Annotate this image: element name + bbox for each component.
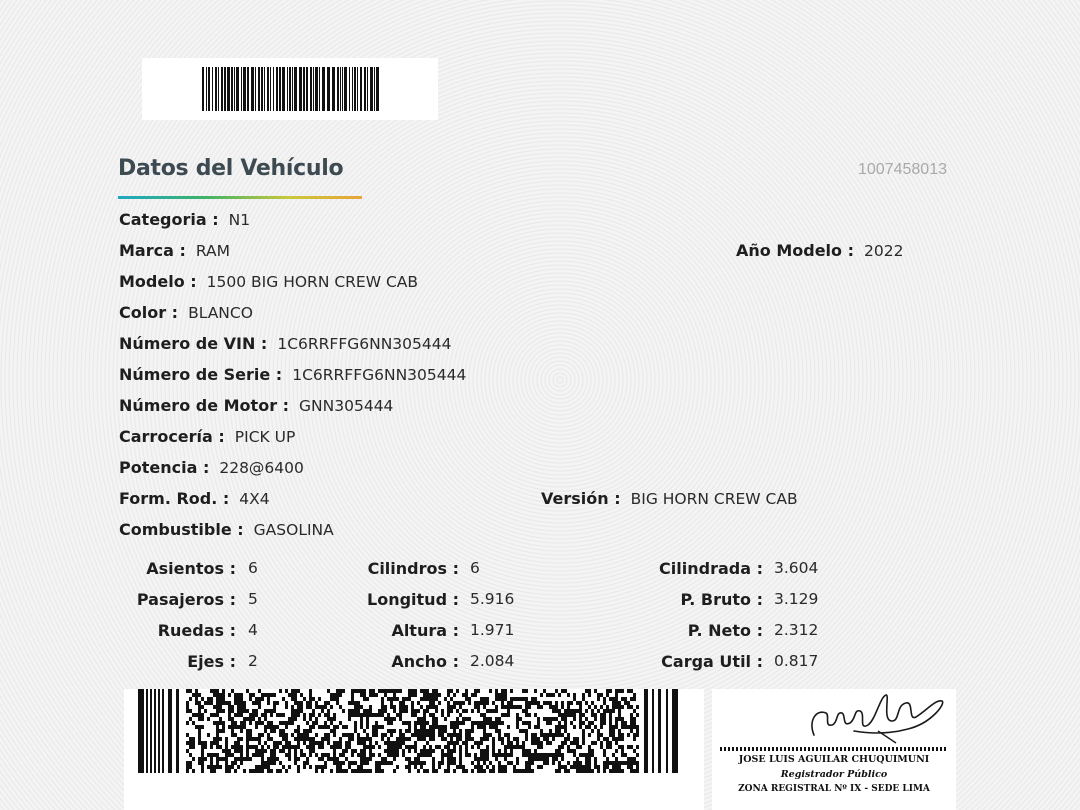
spec-value-longitud: 5.916 [470,590,515,608]
field-label: Form. Rod. : [119,489,230,508]
spec-label-ancho: Ancho : [391,652,459,671]
field-label: Potencia : [119,458,210,477]
field-marca [119,241,230,260]
spec-value-p-neto: 2.312 [774,621,819,639]
field-color [119,303,253,322]
spec-label-carga-util: Carga Util : [661,652,763,671]
spec-label-pasajeros: Pasajeros : [136,590,236,609]
field-label: Color : [119,303,179,322]
field-serie [119,365,466,384]
signature-dotted-line [720,747,946,751]
spec-value-asientos: 6 [248,559,258,577]
field-value: RAM [195,242,230,260]
field-label: Marca : [119,241,186,260]
field-value: 228@6400 [219,459,304,477]
field-label: Categoria : [119,210,219,229]
spec-label-asientos: Asientos : [146,559,236,578]
spec-value-ejes: 2 [248,652,258,670]
spec-label-p-neto: P. Neto : [687,621,763,640]
field-value: 2022 [864,242,904,260]
field-version [541,489,798,508]
registrar-role: Registrador Público [780,769,888,780]
field-label: Número de Serie : [119,365,283,384]
field-carroceria [119,427,295,446]
field-label: Modelo : [119,272,197,291]
field-anio-modelo [736,241,903,260]
field-form-rod [119,489,270,508]
field-value: 1C6RRFFG6NN305444 [292,366,467,384]
field-value: GASOLINA [253,521,334,539]
spec-label-ruedas: Ruedas : [157,621,236,640]
spec-label-p-bruto: P. Bruto : [680,590,763,609]
field-label: Carrocería : [119,427,225,446]
section-title: Datos del Vehículo [118,156,344,181]
field-value: 1C6RRFFG6NN305444 [277,335,452,353]
field-combustible [119,520,334,539]
document-number: 1007458013 [858,161,947,178]
pdf417-barcode [138,689,678,773]
field-vin [119,334,451,353]
spec-value-cilindrada: 3.604 [774,559,819,577]
field-label: Año Modelo : [736,241,854,260]
field-value: BIG HORN CREW CAB [630,490,798,508]
field-value: 1500 BIG HORN CREW CAB [206,273,419,291]
spec-value-ancho: 2.084 [470,652,515,670]
field-categoria [119,210,250,229]
field-value: N1 [228,211,251,229]
spec-value-ruedas: 4 [248,621,258,639]
linear-barcode [202,67,380,111]
spec-value-pasajeros: 5 [248,590,258,608]
field-value: BLANCO [188,304,253,322]
registrar-name: JOSE LUIS AGUILAR CHUQUIMUNI [738,754,930,765]
spec-value-altura: 1.971 [470,621,515,639]
registrar-zone: ZONA REGISTRAL Nº IX - SEDE LIMA [738,784,930,794]
pdf417-barcode-panel [124,689,704,810]
spec-value-carga-util: 0.817 [774,652,819,670]
spec-label-cilindros: Cilindros : [367,559,459,578]
field-potencia [119,458,304,477]
field-label: Combustible : [119,520,244,539]
field-label: Versión : [541,489,621,508]
spec-label-cilindrada: Cilindrada : [659,559,763,578]
spec-label-altura: Altura : [391,621,459,640]
signature-block [712,689,956,810]
top-barcode-panel [142,58,438,120]
field-motor [119,396,393,415]
spec-label-ejes: Ejes : [187,652,236,671]
field-label: Número de Motor : [119,396,290,415]
handwritten-signature [796,691,946,747]
title-underline [118,196,362,199]
spec-label-longitud: Longitud : [367,590,459,609]
spec-value-p-bruto: 3.129 [774,590,819,608]
field-value: 4X4 [239,490,270,508]
field-value: GNN305444 [299,397,394,415]
spec-value-cilindros: 6 [470,559,480,577]
field-value: PICK UP [234,428,296,446]
field-modelo [119,272,418,291]
field-label: Número de VIN : [119,334,268,353]
